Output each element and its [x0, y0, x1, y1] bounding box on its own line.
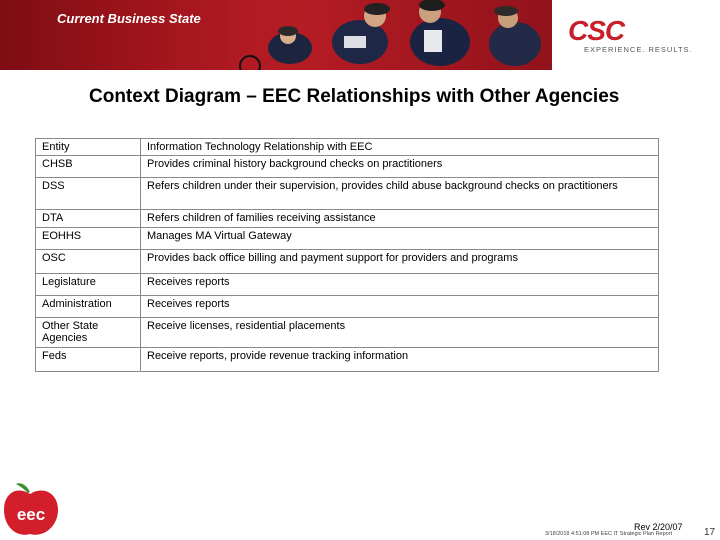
table-row [36, 274, 659, 296]
footer-small-print: 3/18/2018 4:51:08 PM EEC IT Strategic Plan Report [545, 531, 673, 537]
relationship-cell: Receives reports [141, 274, 659, 296]
table-row [36, 210, 659, 228]
table-header-row [36, 139, 659, 156]
page-number: 17 [704, 527, 716, 538]
table-row [36, 250, 659, 274]
relationship-cell: Provides criminal history background checks on practitioners [141, 156, 659, 178]
relationships-table [35, 138, 659, 372]
csc-logo [568, 16, 698, 60]
table-row [36, 156, 659, 178]
eec-apple-logo [0, 478, 62, 540]
relationship-cell: Manages MA Virtual Gateway [141, 228, 659, 250]
header-banner [0, 0, 720, 70]
relationship-cell: Receive reports, provide revenue tracking information [141, 348, 659, 372]
entity-cell: Legislature [36, 274, 141, 296]
table-row [36, 178, 659, 210]
column-header-relationship: Information Technology Relationship with EEC [141, 139, 659, 156]
entity-cell: Other State Agencies [36, 318, 141, 348]
table-row [36, 228, 659, 250]
table-row [36, 318, 659, 348]
relationship-cell: Receives reports [141, 296, 659, 318]
csc-logo-word: CSC [568, 15, 625, 46]
table-row [36, 348, 659, 372]
entity-cell: EOHHS [36, 228, 141, 250]
csc-logo-tagline: EXPERIENCE. RESULTS. [584, 45, 693, 54]
relationship-cell: Receive licenses, residential placements [141, 318, 659, 348]
entity-cell: CHSB [36, 156, 141, 178]
entity-cell: OSC [36, 250, 141, 274]
section-title: Current Business State [57, 11, 201, 26]
entity-cell: DTA [36, 210, 141, 228]
eec-logo-text: eec [16, 505, 46, 524]
page-title: Context Diagram – EEC Relationships with Other Agencies [89, 86, 620, 107]
entity-cell: Feds [36, 348, 141, 372]
entity-cell: Administration [36, 296, 141, 318]
column-header-entity: Entity [36, 139, 141, 156]
relationship-cell: Refers children of families receiving assistance [141, 210, 659, 228]
relationship-cell: Provides back office billing and payment support for providers and programs [141, 250, 659, 274]
relationship-cell: Refers children under their supervision, provides child abuse background checks on practitioners [141, 178, 659, 210]
entity-cell: DSS [36, 178, 141, 210]
revision-label: Rev 2/20/07 [634, 522, 683, 532]
table-row [36, 296, 659, 318]
